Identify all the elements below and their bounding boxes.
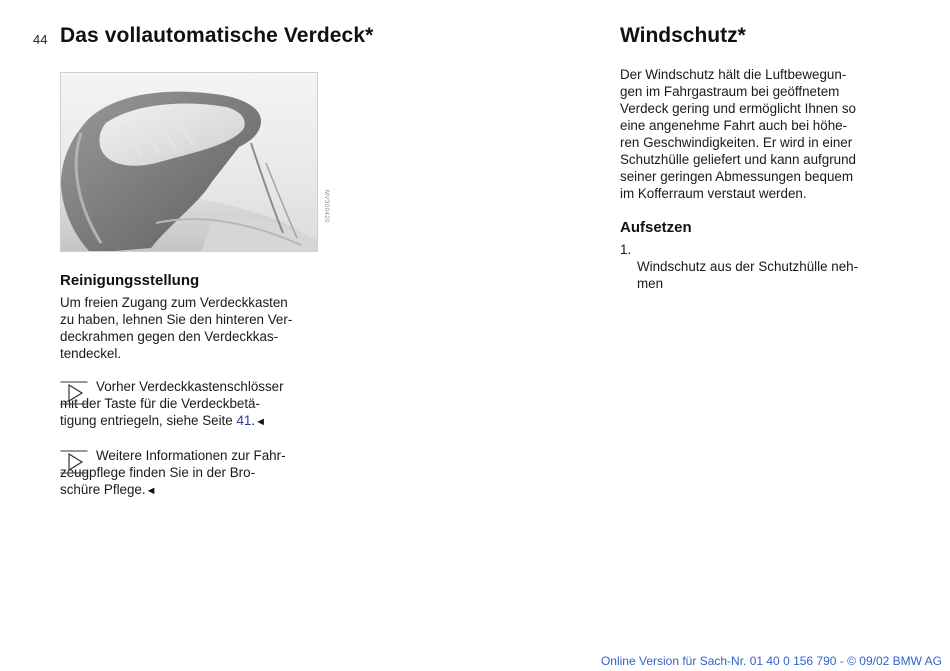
page-title: Das vollautomatische Verdeck* [60, 24, 374, 47]
aufsetzen-steps [620, 241, 910, 292]
step-text: Windschutz aus der Schutzhülle neh- men [637, 259, 859, 291]
aufsetzen-heading: Aufsetzen [620, 219, 692, 236]
left-column [60, 272, 335, 500]
figure-code: MV300420 [323, 190, 329, 224]
cleaning-position-text: Um freien Zugang zum Verdeckkasten zu haben, lehnen Sie den hinteren Ver- deckrahmen gegen den Verdeckkas- tendeckel. [60, 295, 293, 361]
note-triangle-icon [60, 449, 88, 474]
note-care-text [60, 447, 335, 500]
end-mark-icon: ◄ [255, 416, 266, 428]
convertible-top-illustration [61, 73, 318, 252]
note-unlock-body: Vorher Verdeckkastenschlösser mit der Taste für die Verdeckbetä- tigung entriegeln, siehe Seite [60, 379, 284, 428]
windschutz-intro: Der Windschutz hält die Luftbewegun- gen im Fahrgastraum bei geöffnetem Verdeck gering und ermöglicht Ihnen so eine angenehme Fahrt auch bei höhe- ren Geschwindigkeiten. Er wird in einer Schutzhülle geliefert und kann aufgrund seiner geringen Abmessungen bequem im Kofferraum verstaut werden. [620, 67, 856, 201]
note-unlock-text [60, 378, 335, 431]
page-number: 44 [33, 32, 48, 47]
list-item [620, 241, 910, 292]
end-mark-icon: ◄ [145, 485, 157, 497]
note-care [60, 447, 335, 500]
note-triangle-icon [60, 380, 88, 405]
right-column [620, 66, 910, 292]
note-care-body: Weitere Informationen zur Fahr- zeugpflege finden Sie in der Bro- schüre Pflege. [60, 448, 286, 497]
step-number: 1. [620, 242, 632, 257]
convertible-top-figure [60, 72, 318, 252]
windschutz-title: Windschutz* [620, 24, 746, 47]
note-unlock [60, 378, 335, 431]
page-41-link[interactable]: 41 [236, 413, 252, 428]
cleaning-position-heading: Reinigungsstellung [60, 272, 200, 289]
note-unlock-period: . [251, 413, 256, 428]
footer-version: Online Version für Sach-Nr. 01 40 0 156 790 - © 09/02 BMW AG [600, 654, 942, 668]
